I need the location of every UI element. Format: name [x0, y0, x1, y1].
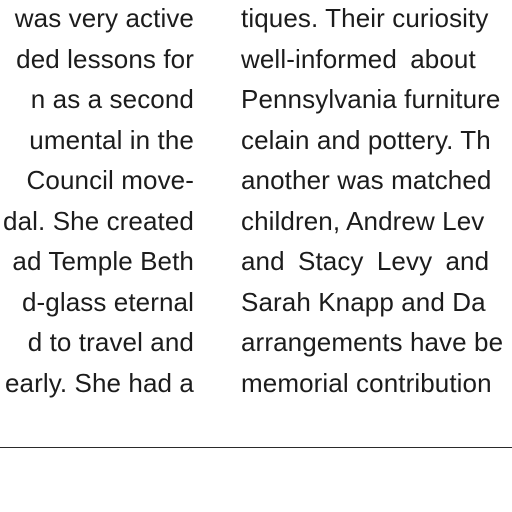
left-line-5: Council move-: [26, 165, 194, 195]
right-line-4: celain and pottery. Th: [241, 124, 491, 155]
right-line-2: well-informed about: [241, 43, 476, 74]
left-line-2: ded lessons for: [16, 43, 194, 74]
left-line-3: n as a second: [30, 84, 194, 114]
left-line-7: ad Temple Beth: [12, 246, 194, 276]
right-text-column: [241, 0, 512, 403]
right-line-5: another was matched: [241, 165, 492, 195]
right-line-8: Sarah Knapp and Da: [241, 286, 486, 317]
left-line-6: dal. She created: [3, 205, 194, 236]
horizontal-divider: [0, 447, 512, 448]
left-line-10: early. She had a: [4, 367, 194, 398]
left-line-8: d-glass eternal: [21, 286, 194, 317]
left-line-1: was very active: [14, 3, 194, 33]
left-text-column: [0, 0, 194, 403]
right-line-10: memorial contribution: [241, 367, 492, 398]
right-line-3: Pennsylvania furniture: [241, 84, 501, 114]
left-line-4: umental in the: [29, 124, 194, 155]
right-line-6: children, Andrew Lev: [241, 205, 485, 236]
right-line-7: and Stacy Levy and: [241, 246, 490, 276]
left-line-9: d to travel and: [27, 327, 194, 357]
right-line-9: arrangements have be: [241, 327, 504, 357]
right-line-1: tiques. Their curiosity: [241, 3, 489, 33]
